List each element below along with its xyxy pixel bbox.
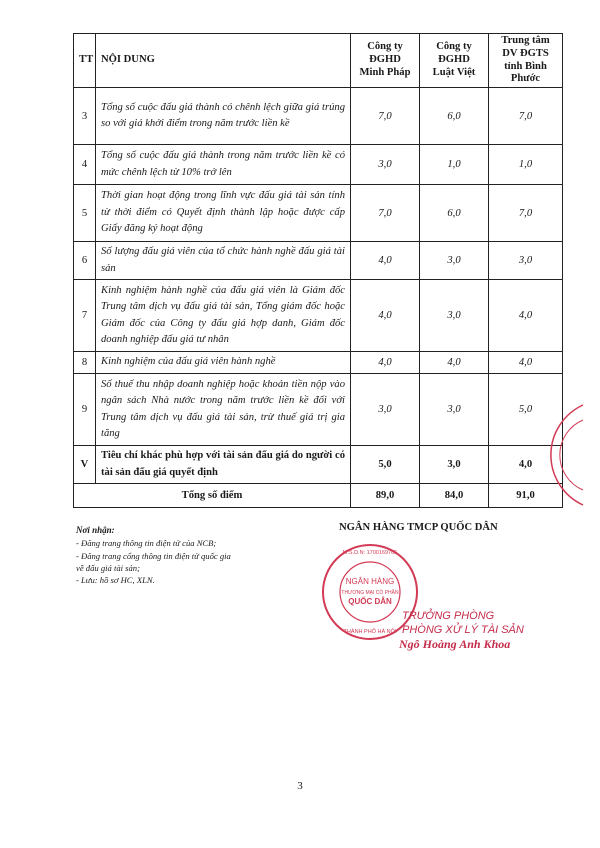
header-tt: TT: [74, 34, 96, 88]
recipient-line: - Lưu: hồ sơ HC, XLN.: [76, 575, 155, 586]
row-score-b: 6,0: [420, 185, 489, 242]
header-col-b: [420, 34, 489, 88]
seal-text: THÀNH PHỐ HÀ NỘI: [343, 629, 397, 635]
row-content: Tổng số cuộc đấu giá thành trong năm trước liền kề có mức chênh lệch từ 10% trở lên: [96, 145, 351, 185]
row-content: Thời gian hoạt động trong lĩnh vực đấu giá tài sản tính từ thời điểm có Quyết định thành lập hoặc được cấp Giấy đăng ký hoạt động: [96, 185, 351, 242]
row-content: Tiêu chí khác phù hợp với tài sản đấu giá do người có tài sản đấu giá quyết định: [96, 446, 351, 484]
row-score-a: 4,0: [351, 352, 420, 374]
recipients-heading: Nơi nhận:: [76, 525, 115, 535]
header-col-b-line: Luật Việt: [432, 66, 476, 78]
row-score-a: 4,0: [351, 280, 420, 352]
row-score-b: 3,0: [420, 374, 489, 446]
table-row: [74, 185, 563, 242]
table-row: [74, 280, 563, 352]
header-col-a-line: Công ty: [367, 41, 403, 53]
table-row: [74, 374, 563, 446]
row-score-c: 4,0: [489, 352, 563, 374]
page-number: 3: [297, 780, 303, 792]
row-tt: 9: [74, 374, 96, 446]
row-tt: 6: [74, 242, 96, 280]
row-tt: 4: [74, 145, 96, 185]
recipients-block: [76, 524, 316, 587]
row-score-c: 4,0: [489, 446, 563, 484]
row-score-c: 4,0: [489, 280, 563, 352]
total-score-a: 89,0: [351, 484, 420, 508]
side-stamp-icon: [528, 400, 588, 510]
score-table: [73, 33, 563, 508]
header-col-c-line: DV ĐGTS: [502, 47, 549, 59]
row-score-a: 3,0: [351, 374, 420, 446]
row-tt: 3: [74, 88, 96, 145]
row-score-b: 3,0: [420, 280, 489, 352]
header-col-a-line: ĐGHD: [369, 54, 401, 66]
row-score-a: 7,0: [351, 88, 420, 145]
total-score-c: 91,0: [489, 484, 563, 508]
recipient-line: về đấu giá tài sản;: [76, 562, 140, 573]
table-row: [74, 145, 563, 185]
signer-name: Ngô Hoàng Anh Khoa: [399, 637, 511, 651]
row-tt: 8: [74, 352, 96, 374]
row-content: Số lượng đấu giá viên của tổ chức hành nghề đấu giá tài sản: [96, 242, 351, 280]
row-tt: 7: [74, 280, 96, 352]
seal-text: QUỐC DÂN: [348, 597, 392, 606]
row-content: Kinh nghiệm của đấu giá viên hành nghề: [96, 352, 351, 374]
header-content: NỘI DUNG: [96, 34, 351, 88]
header-col-c-line: tỉnh Bình: [504, 60, 547, 72]
table-row-section-v: [74, 446, 563, 484]
table-row: [74, 88, 563, 145]
row-score-b: 4,0: [420, 352, 489, 374]
header-col-c-line: Phước: [510, 73, 541, 85]
table-row: [74, 352, 563, 374]
row-score-b: 3,0: [420, 242, 489, 280]
seal-text: NGÂN HÀNG: [345, 577, 395, 586]
recipient-line: - Đăng trang cổng thông tin điện tử quốc gia: [76, 550, 231, 561]
seal-text: THƯƠNG MẠI CỔ PHẦN: [341, 590, 399, 596]
row-score-a: 4,0: [351, 242, 420, 280]
header-col-b-line: Công ty: [436, 41, 472, 53]
table-row-total: [74, 484, 563, 508]
row-score-c: 7,0: [489, 88, 563, 145]
total-label: Tổng số điểm: [74, 484, 351, 508]
row-content: Kinh nghiệm hành nghề của đấu giá viên là Giám đốc Trung tâm dịch vụ đấu giá tài sản, Tổng giám đốc hoặc Giám đốc của Công ty đấu giá hợp danh, Giám đốc doanh nghiệp đấu giá tư nhân: [96, 280, 351, 352]
row-score-c: 3,0: [489, 242, 563, 280]
row-score-c: 5,0: [489, 374, 563, 446]
row-score-c: 1,0: [489, 145, 563, 185]
row-score-a: 5,0: [351, 446, 420, 484]
header-col-c-line: Trung tâm: [501, 35, 550, 47]
row-score-a: 3,0: [351, 145, 420, 185]
header-col-a: [351, 34, 420, 88]
signer-title: TRƯỞNG PHÒNG: [402, 610, 495, 622]
table-header-row: [74, 34, 563, 88]
row-tt: V: [74, 446, 96, 484]
row-score-b: 3,0: [420, 446, 489, 484]
recipient-line: - Đăng trang thông tin điện tử của NCB;: [76, 538, 217, 549]
row-score-b: 1,0: [420, 145, 489, 185]
table-row: [74, 242, 563, 280]
header-col-a-line: Minh Pháp: [359, 66, 411, 78]
header-col-b-line: ĐGHD: [438, 54, 470, 66]
row-content: Tổng số cuộc đấu giá thành có chênh lệch giữa giá trúng so với giá khởi điểm trong năm trước liền kề: [96, 88, 351, 145]
row-score-b: 6,0: [420, 88, 489, 145]
row-tt: 5: [74, 185, 96, 242]
row-score-a: 7,0: [351, 185, 420, 242]
bank-name: NGÂN HÀNG TMCP QUỐC DÂN: [339, 522, 498, 533]
seal-text: M.S.D.N: 1700169765: [342, 550, 398, 556]
total-score-b: 84,0: [420, 484, 489, 508]
signer-department: PHÒNG XỬ LÝ TÀI SẢN: [402, 624, 524, 636]
header-col-c: [489, 34, 563, 88]
row-score-c: 7,0: [489, 185, 563, 242]
row-content: Số thuế thu nhập doanh nghiệp hoặc khoản tiền nộp vào ngân sách Nhà nước trong năm trước liền kề đối với Trung tâm dịch vụ đấu giá tài sản, trừ thuế giá trị gia tăng: [96, 374, 351, 446]
